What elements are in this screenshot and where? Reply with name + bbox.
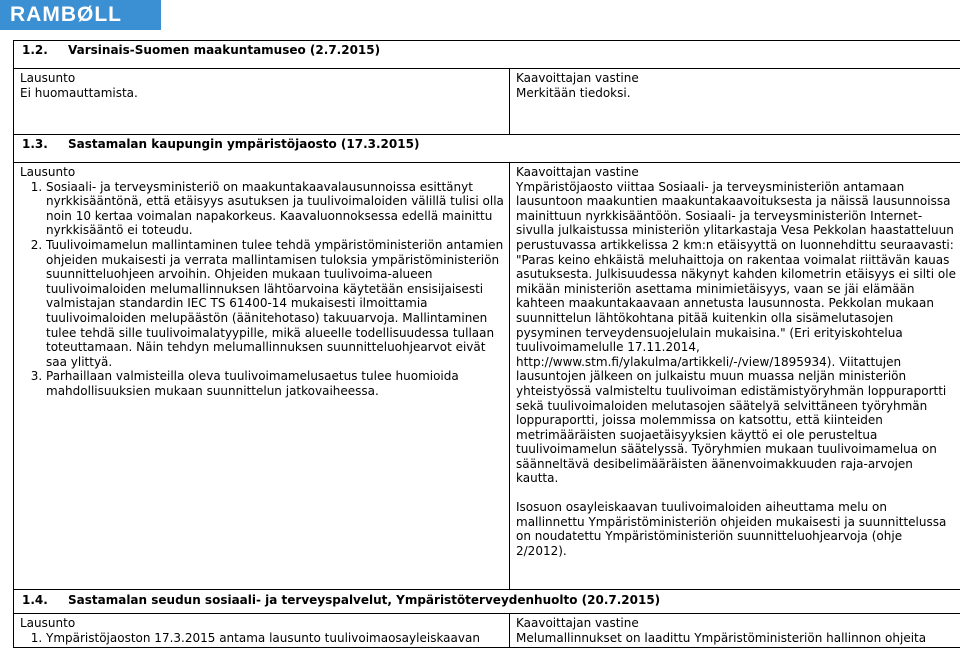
- list-item: 1. Sosiaali- ja terveysministeriö on maakuntakaavalausunnoissa esittänyt nyrkkisääntönä, että etäisyys asutuksen ja tuulivoimaloiden välillä tulisi olla noin 10 kertaa voimalan napakorkeus. Kaavaluonnoksessa edellä mainittu nyrkkisääntö ei toteudu.: [46, 180, 505, 238]
- vastine-cell: [510, 163, 960, 589]
- vastine-paragraph: Ympäristöjaosto viittaa Sosiaali- ja terveysministeriön antamaan lausuntoon maakuntien maakuntakaavoituksesta ja näissä lausunnoissa mainittuun nyrkkisääntöön. Sosiaali- ja terveysministeriön Internet-sivulla julkaistussa ministeriön ylitarkastaja Vesa Pekkolan haastatteluun perustuvassa artikkelissa 2 km:n etäisyyttä on luonnehdittu seuraavasti: "Paras keino ehkäistä meluhaittoja on rakentaa voimalat riittävän kauas asutuksesta. Julkisuudessa näkynyt kahden kilometrin etäisyys ei silti ole mikään ministeriön asettama minimietäisyys, vaan se jäi elämään kahteen maakuntakaavaan annetusta lausunnosta. Pekkolan mukaan suunnittelun lähtökohtana pitää kuitenkin olla sisämelutasojen pysyminen terveydensuojelulain mukaisina." (Eri erityiskohtelua tuulivoimamelulle 17.11.2014, http://www.stm.fi/ylakulma/artikkeli/-/view/1895934). Viitattujen lausuntojen jälkeen on julkaistu muun muassa neljän ministeriön yhteistyössä valmisteltu tuulivoiman edistämistyöryhmän loppuraportti sekä tuulivoimaloiden melutasojen säätelyä selvittäneen työryhmän loppuraportti, joissa molemmissa on katsottu, että kiinteiden metrimääräisten suojaetäisyyksien käyttö ei ole perusteltua tuulivoimamelun säätelyssä. Työryhmien mukaan tuulivoimamelua on säänneltävä desibelimääräisten äänenvoimakkuuden raja-arvojen kautta.: [516, 179, 956, 486]
- section-number: 1.4.: [22, 593, 48, 607]
- lausunto-cell: [14, 163, 510, 589]
- section-row-1-3: [14, 163, 960, 590]
- lausunto-cell: [14, 614, 510, 647]
- paragraph-gap: [516, 486, 956, 500]
- vastine-text: Merkitään tiedoksi.: [516, 85, 631, 100]
- section-number: 1.3.: [22, 137, 48, 151]
- lausunto-label: Lausunto: [20, 71, 76, 85]
- ramboll-logo: RAMBØLL: [0, 0, 161, 30]
- section-title: Sastamalan kaupungin ympäristöjaosto (17.3.2015): [68, 137, 420, 151]
- section-number: 1.2.: [22, 43, 48, 57]
- vastine-cell: [510, 614, 960, 647]
- section-row-1-4: [14, 614, 960, 648]
- lausunto-text: Ei huomauttamista.: [20, 85, 138, 100]
- section-header-1-4: [14, 590, 960, 614]
- vastine-paragraph: Isosuon osayleiskaavan tuulivoimaloiden aiheuttama melu on mallinnettu Ympäristöministeriön ohjeiden mukaisesti ja suunnittelussa on noudatettu Ympäristöministeriön suunnitteluohjearvoja (ohje 2/2012).: [516, 500, 947, 558]
- lausunto-label: Lausunto: [20, 616, 76, 630]
- list-item: 2. Tuulivoimamelun mallintaminen tulee tehdä ympäristöministeriön antamien ohjeiden mukaisesti ja verrata mallintamisen tuloksia ympäristöministeriön suunnitteluohjeen arvoihin. Ohjeiden mukaan tuulivoima-alueen tuulivoimaloiden melumallinnuksen lähtöarvoina käytetään ensisijaisesti valmistajan standardin IEC TS 61400-14 mukaisesti ilmoittamia tuulivoimaloiden melupäästön (äänitehotaso) takuuarvoja. Mallintaminen tulee tehdä sille tuulivoimalatyypille, mikä alueelle todellisuudessa tullaan toteuttamaan. Näin tehdyn melumallinnuksen suunnitteluohjearvot eivät saa ylittyä.: [46, 238, 505, 369]
- vastine-label: Kaavoittajan vastine: [516, 71, 639, 85]
- section-header-1-3: [14, 135, 960, 163]
- section-header-1-2: [14, 41, 960, 69]
- statement-table: [13, 40, 960, 648]
- lausunto-label: Lausunto: [20, 165, 76, 179]
- vastine-label: Kaavoittajan vastine: [516, 165, 639, 179]
- section-title: Sastamalan seudun sosiaali- ja terveyspalvelut, Ympäristöterveydenhuolto (20.7.2015): [68, 593, 661, 607]
- section-row-1-2: [14, 69, 960, 135]
- section-title: Varsinais-Suomen maakuntamuseo (2.7.2015): [68, 43, 381, 57]
- lausunto-cell: [14, 69, 510, 134]
- vastine-cell: [510, 69, 960, 134]
- lausunto-list: [20, 180, 505, 399]
- lausunto-list: [20, 631, 505, 646]
- vastine-text: Melumallinnukset on laadittu Ympäristöministeriön hallinnon ohjeita: [516, 630, 927, 645]
- list-item: 1. Ympäristöjaoston 17.3.2015 antama lausunto tuulivoimaosayleiskaavan: [46, 631, 505, 646]
- vastine-label: Kaavoittajan vastine: [516, 616, 639, 630]
- list-item: 3. Parhaillaan valmisteilla oleva tuulivoimamelusaetus tulee huomioida mahdollisuuksien mukaan suunnittelun jatkovaiheessa.: [46, 369, 505, 398]
